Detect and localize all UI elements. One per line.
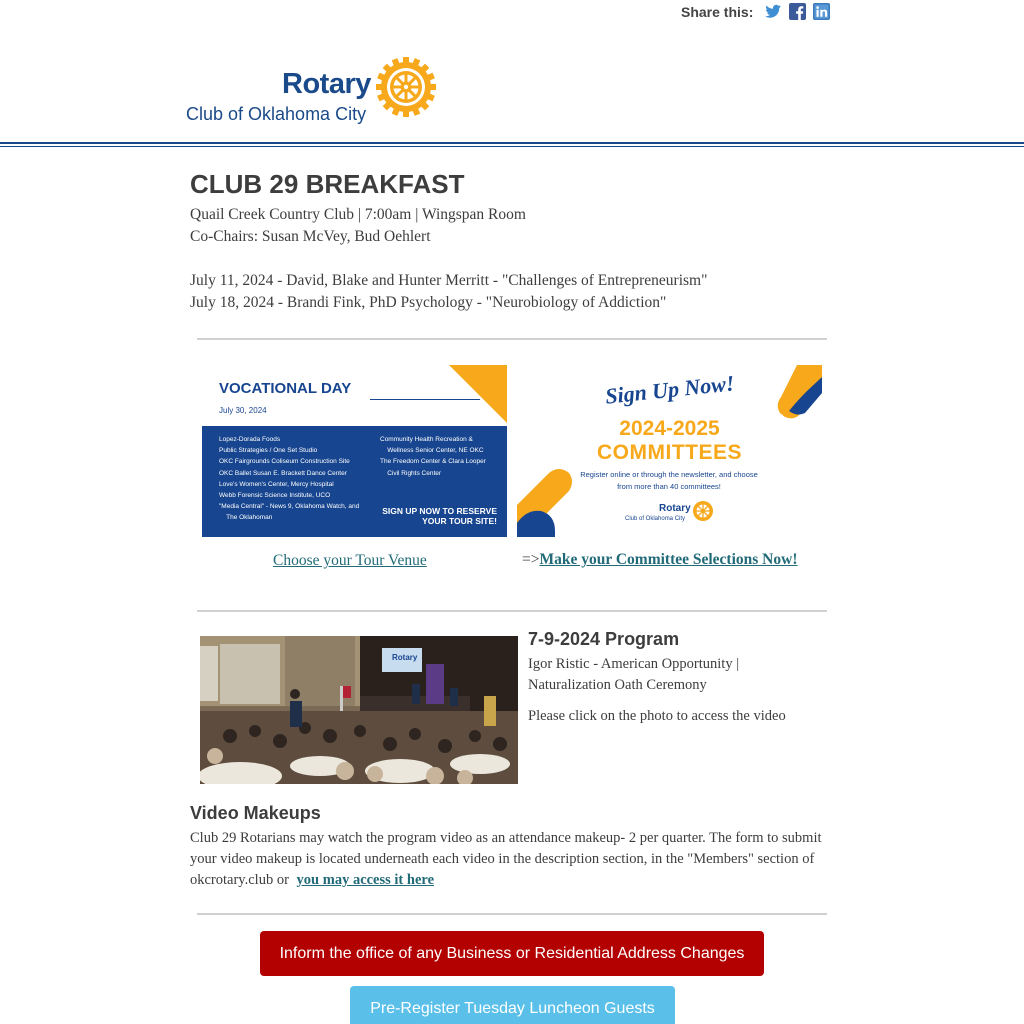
preregister-guests-button[interactable]: Pre-Register Tuesday Luncheon Guests	[350, 986, 675, 1024]
link-prefix: =>	[522, 551, 540, 568]
header-divider-thin	[0, 146, 1024, 147]
rotary-wheel-icon	[692, 500, 714, 522]
banner-title: VOCATIONAL DAY	[219, 380, 352, 397]
video-makeups-title: Video Makeups	[190, 803, 321, 823]
site-item: Wellness Senior Center, NE OKC	[380, 447, 484, 455]
site-list-left	[219, 434, 359, 524]
committee-year: 2024-2025	[619, 417, 720, 440]
share-label: Share this:	[681, 3, 754, 20]
logo-subtitle: Club of Oklahoma City	[186, 104, 367, 124]
cta-line: YOUR TOUR SITE!	[422, 516, 497, 526]
choose-tour-venue-link[interactable]: Choose your Tour Venue	[273, 552, 427, 569]
banner-logo-word: Rotary	[659, 503, 691, 514]
linkedin-icon[interactable]	[813, 3, 830, 20]
photo-screen-text: Rotary	[392, 653, 418, 662]
committees-banner[interactable]	[517, 365, 822, 537]
site-item: Love's Women's Center, Mercy Hospital	[219, 480, 334, 488]
cta-line: SIGN UP NOW TO RESERVE	[382, 506, 497, 516]
header-divider	[0, 142, 1024, 144]
program-topic: Naturalization Oath Ceremony	[528, 677, 707, 693]
site-item: The Freedom Center & Clara Looper	[380, 458, 486, 466]
access-makeup-link[interactable]: you may access it here	[296, 872, 434, 888]
banner-site-list	[202, 426, 507, 537]
program-title: 7-9-2024 Program	[528, 629, 680, 649]
share-bar	[681, 3, 837, 20]
site-item: Civil Rights Center	[380, 469, 442, 477]
section-divider	[197, 913, 827, 915]
twitter-icon[interactable]	[765, 3, 782, 20]
banner-date: July 30, 2024	[219, 406, 267, 415]
program-note: Please click on the photo to access the video	[528, 708, 786, 724]
facebook-icon[interactable]	[789, 3, 806, 20]
committee-selection-link[interactable]: Make your Committee Selections Now!	[539, 551, 798, 568]
address-change-button[interactable]: Inform the office of any Business or Residential Address Changes	[260, 931, 764, 976]
site-item: The Oklahoman	[219, 514, 273, 522]
section-title-breakfast: CLUB 29 BREAKFAST	[190, 169, 465, 199]
rotary-wheel-icon	[376, 57, 436, 117]
banner-header	[202, 365, 507, 426]
site-item: OKC Ballet Susan E. Brackett Dance Center	[219, 469, 347, 477]
committee-heading: COMMITTEES	[597, 441, 742, 464]
program-video-photo[interactable]	[200, 636, 518, 784]
schedule-item: July 11, 2024 - David, Blake and Hunter Merritt - "Challenges of Entrepreneurism"	[190, 272, 708, 289]
committee-link-row	[522, 551, 797, 569]
section-divider	[197, 338, 827, 340]
signup-script: Sign Up Now!	[603, 370, 736, 409]
breakfast-cochairs: Co-Chairs: Susan McVey, Bud Oehlert	[190, 228, 431, 245]
site-item: Webb Forensic Science Institute, UCO	[219, 492, 331, 500]
gold-corner-shape	[449, 365, 507, 423]
banner-cta	[382, 506, 497, 526]
section-divider	[197, 610, 827, 612]
site-item: Lopez-Dorada Foods	[219, 436, 281, 443]
site-item: Public Strategies / One Set Studio	[219, 447, 318, 455]
program-speaker: Igor Ristic - American Opportunity |	[528, 656, 740, 672]
site-item: OKC Fairgrounds Coliseum Construction Site	[219, 458, 350, 466]
vocational-day-banner[interactable]	[202, 365, 507, 537]
event-photo-illustration	[200, 636, 518, 784]
makeups-body: Club 29 Rotarians may watch the program video as an attendance makeup- 2 per quarter. The form to submit your video makeup is located underneath each video in the description section, in the "Members" section of okcrotary.club or	[190, 830, 822, 888]
committee-description: Register online or through the newsletter, and choose from more than 40 committees!	[580, 470, 758, 491]
video-makeups-text	[190, 828, 840, 891]
site-item: Community Health Recreation &	[380, 436, 473, 443]
site-item: "Media Central" - News 9, Oklahoma Watch, and	[219, 503, 360, 511]
banner-logo-sub: Club of Oklahoma City	[625, 516, 686, 522]
breakfast-location: Quail Creek Country Club | 7:00am | Wingspan Room	[190, 206, 526, 223]
schedule-item: July 18, 2024 - Brandi Fink, PhD Psychology - "Neurobiology of Addiction"	[190, 294, 667, 311]
site-list-right	[380, 434, 486, 479]
logo-wordmark: Rotary	[282, 68, 371, 100]
rotary-logo[interactable]	[186, 57, 438, 129]
